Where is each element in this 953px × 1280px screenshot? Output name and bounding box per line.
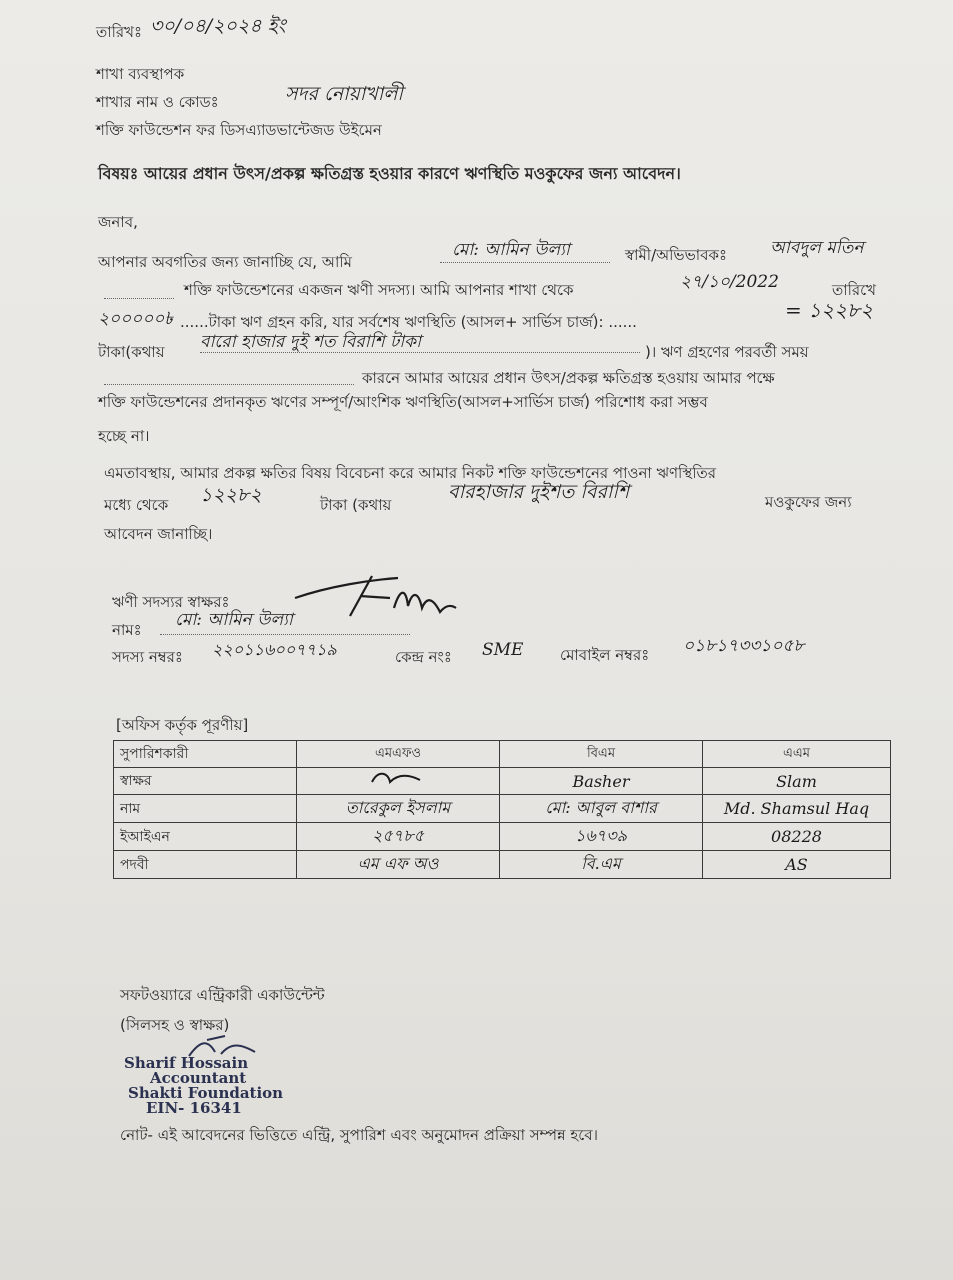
cell: বি.এম (500, 851, 703, 879)
signature-cell: Basher (500, 768, 703, 795)
body-p1-l1-b: স্বামী/অভিভাবকঃ (625, 246, 727, 264)
row-label: স্বাক্ষর (114, 768, 297, 795)
cell: Md. Shamsul Haq (703, 795, 891, 823)
footer-note: নোট- এই আবেদনের ভিত্তিতে এন্ট্রি, সুপারিশ এবং অনুমোদন প্রক্রিয়া সম্পন্ন হবে। (120, 1126, 598, 1144)
dotted-line (200, 352, 640, 353)
cell: 08228 (703, 823, 891, 851)
body-p2-l2-a: মধ্যে থেকে (104, 496, 169, 514)
member-number-label: সদস্য নম্বরঃ (112, 648, 183, 666)
row-label: নাম (114, 795, 297, 823)
date-label: তারিখঃ (96, 23, 142, 41)
in-words-label: টাকা(কথায় (98, 343, 165, 361)
body-p1-l1-a: আপনার অবগতির জন্য জানাচ্ছি যে, আমি (98, 253, 352, 271)
accountant-seal (124, 1056, 283, 1116)
body-p2-l1: এমতাবস্থায়, আমার প্রকল্প ক্ষতির বিষয় বিবেচনা করে আমার নিকট শক্তি ফাউন্ডেশনের পাওনা ঋণস্থিতির (104, 464, 717, 482)
recipient-title: শাখা ব্যবস্থাপক (96, 65, 185, 83)
signature-cell: Slam (703, 768, 891, 795)
table-row (114, 823, 891, 851)
column-header: বিএম (500, 741, 703, 768)
accountant-note: (সিলসহ ও স্বাক্ষর) (120, 1016, 230, 1034)
cell: এম এফ অও (297, 851, 500, 879)
table-row (114, 851, 891, 879)
loan-amount-fill: ২০০০০০৳ (98, 309, 173, 329)
cell: তারেকুল ইসলাম (297, 795, 500, 823)
dotted-line (440, 262, 610, 263)
column-header: এএম (703, 741, 891, 768)
branch-value: সদর নোয়াখালী (285, 83, 403, 105)
table-row (114, 741, 891, 768)
cell: মো: আবুল বাশার (500, 795, 703, 823)
table-row (114, 768, 891, 795)
balance-fill: = ১২২৮২ (785, 298, 874, 322)
mobile-value: ০১৮১৭৩৩১০৫৮ (683, 636, 805, 656)
row-label: ইআইএন (114, 823, 297, 851)
guardian-name-fill: আবদুল মতিন (770, 238, 864, 258)
seal-ein: EIN- 16341 (146, 1099, 242, 1117)
accountant-label: সফটওয়্যারে এন্ট্রিকারী একাউন্টেন্ট (120, 986, 325, 1004)
table-row (114, 795, 891, 823)
column-header: এমএফও (297, 741, 500, 768)
body-p1-l6: শক্তি ফাউন্ডেশনের প্রদানকৃত ঋণের সম্পূর্ণ/আংশিক ঋণস্থিতি(আসল+সার্ভিস চার্জ) পরিশোধ করা সম্ভব (98, 393, 708, 411)
seal-org: Shakti Foundation (128, 1084, 284, 1102)
office-section-title: [অফিস কর্তৃক পূরণীয়] (116, 716, 249, 734)
seal-name: Sharif Hossain (124, 1054, 249, 1072)
cell: ২৫৭৮৫ (297, 823, 500, 851)
body-p2-l3: আবেদন জানাচ্ছি। (104, 525, 213, 543)
dotted-line (104, 384, 354, 385)
signature-cell (297, 768, 500, 795)
organization-name: শক্তি ফাউন্ডেশন ফর ডিসএ্যাডভান্টেজড উইমেন (96, 121, 382, 139)
office-approval-table (113, 740, 891, 879)
body-p1-l5: কারনে আমার আয়ের প্রধান উৎস/প্রকল্প ক্ষতিগ্রস্ত হওয়ায় আমার পক্ষে (362, 369, 775, 387)
signature-label: ঋণী সদস্যর স্বাক্ষরঃ (112, 593, 230, 611)
body-p1-l3: ......টাকা ঋণ গ্রহন করি, যার সর্বশেষ ঋণস্থিতি (আসল+ সার্ভিস চার্জ): ...... (180, 313, 637, 331)
body-p2-l2-b: টাকা (কথায় (320, 496, 392, 514)
row-label: সুপারিশকারী (114, 741, 297, 768)
cell: AS (703, 851, 891, 879)
member-name-value: মো: আমিন উল্যা (175, 610, 293, 630)
body-p1-l2: শক্তি ফাউন্ডেশনের একজন ঋণী সদস্য। আমি আপনার শাখা থেকে (184, 281, 574, 299)
loan-date-fill: ২৭/১০/2022 (680, 272, 779, 292)
seal-title: Accountant (150, 1069, 247, 1087)
subject-line: বিষয়ঃ আয়ের প্রধান উৎস/প্রকল্প ক্ষতিগ্রস্ত হওয়ার কারণে ঋণস্থিতি মওকুফের জন্য আবেদন। (98, 164, 681, 183)
dotted-line (104, 298, 174, 299)
salutation: জনাব, (98, 213, 138, 231)
mobile-label: মোবাইল নম্বরঃ (560, 646, 650, 664)
date-suffix: তারিখে (832, 281, 877, 299)
member-signature (290, 568, 460, 624)
body-p1-l7: হচ্ছে না। (98, 427, 150, 445)
member-name-fill: মো: আমিন উল্যা (452, 240, 570, 260)
center-value: SME (482, 640, 524, 660)
row-label: পদবী (114, 851, 297, 879)
branch-label: শাখার নাম ও কোডঃ (96, 93, 219, 111)
dotted-line (160, 634, 410, 635)
body-p1-l4: )। ঋণ গ্রহণের পরবর্তী সময় (645, 343, 809, 361)
signature-mark (368, 768, 428, 790)
waiver-amount-fill: ১২২৮২ (200, 484, 262, 506)
member-name-label: নামঃ (112, 621, 142, 639)
cell: ১৬৭৩৯ (500, 823, 703, 851)
member-number-value: ২২০১১৬০০৭৭১৯ (212, 640, 337, 659)
waiver-words-fill: বারহাজার দুইশত বিরাশি (448, 481, 630, 503)
body-p2-l2-c: মওকুফের জন্য (765, 493, 852, 511)
date-value: ৩০/০৪/২০২৪ ইং (150, 15, 286, 37)
center-label: কেন্দ্র নংঃ (395, 648, 452, 666)
in-words-fill: বারো হাজার দুই শত বিরাশি টাকা (200, 332, 422, 352)
